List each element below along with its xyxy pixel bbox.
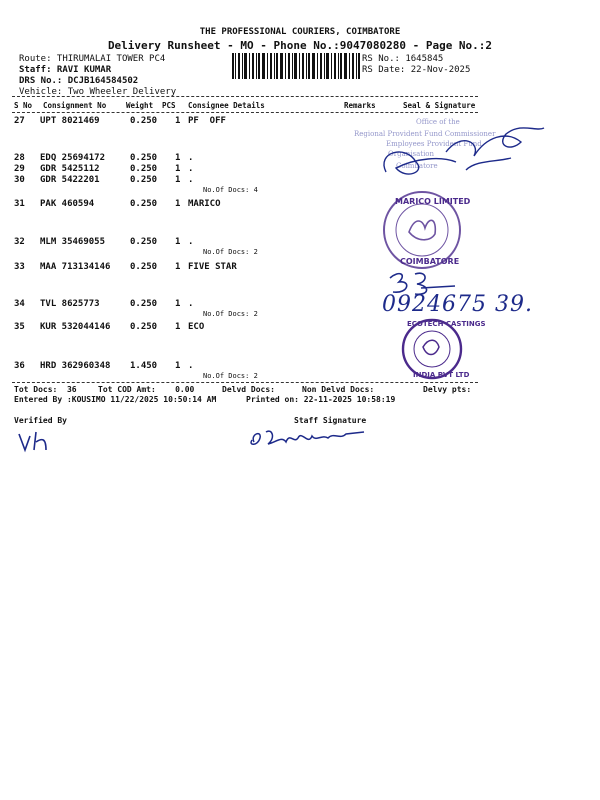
row-details: PF OFF — [188, 116, 226, 126]
row-weight: 0.250 — [130, 164, 158, 174]
printed-on: Printed on: 22-11-2025 10:58:19 — [246, 395, 396, 404]
staff-signature — [248, 424, 368, 452]
svg-text:MARICO LIMITED: MARICO LIMITED — [395, 197, 471, 206]
totals-rule — [12, 382, 478, 383]
row-weight: 0.250 — [130, 237, 158, 247]
row-consignment: PAK 460594 — [40, 199, 95, 209]
row-sno: 29 — [14, 164, 25, 174]
total-docs: Tot Docs: 36 — [14, 385, 77, 394]
row-weight: 0.250 — [130, 153, 158, 163]
row-sno: 30 — [14, 175, 25, 185]
delivered-docs: Delvd Docs: — [222, 385, 275, 394]
row-pcs: 1 — [175, 199, 181, 209]
row-details: . — [188, 299, 194, 309]
row-pcs: 1 — [175, 175, 181, 185]
row-details: . — [188, 361, 194, 371]
svg-text:Office of the: Office of the — [416, 118, 460, 126]
row-pcs: 1 — [175, 262, 181, 272]
row-consignment: KUR 532044146 — [40, 322, 111, 332]
row-sno: 35 — [14, 322, 25, 332]
entered-by: Entered By :KOUSIMO 11/22/2025 10:50:14 AM — [14, 395, 217, 404]
drs-number: DRS No.: DCJB164584502 — [19, 76, 139, 86]
col-weight: Weight — [126, 101, 154, 110]
rs-date: RS Date: 22-Nov-2025 — [362, 65, 471, 75]
verified-by-label: Verified By — [14, 416, 67, 425]
docs-count: No.Of Docs: 2 — [203, 372, 258, 380]
total-cod: Tot COD Amt: 0.00 — [98, 385, 195, 394]
col-remarks: Remarks — [344, 101, 376, 110]
docs-count: No.Of Docs: 2 — [203, 248, 258, 256]
svg-text:ECOTECH CASTINGS: ECOTECH CASTINGS — [407, 320, 486, 328]
verified-signature — [16, 428, 66, 456]
row-consignment: MLM 35469055 — [40, 237, 106, 247]
svg-text:INDIA PVT LTD: INDIA PVT LTD — [413, 371, 470, 379]
company-title: THE PROFESSIONAL COURIERS, COIMBATORE — [199, 27, 401, 37]
staff-label: Staff: RAVI KUMAR — [19, 65, 112, 75]
docs-count: No.Of Docs: 4 — [203, 186, 258, 194]
row-details: ECO — [188, 322, 205, 332]
row-sno: 32 — [14, 237, 25, 247]
row-weight: 0.250 — [130, 116, 158, 126]
docs-count: No.Of Docs: 2 — [203, 310, 258, 318]
non-delivered-docs: Non Delvd Docs: — [302, 385, 375, 394]
row-consignment: GDR 5425112 — [40, 164, 100, 174]
row-consignment: UPT 8021469 — [40, 116, 100, 126]
row-weight: 0.250 — [130, 199, 158, 209]
row-pcs: 1 — [175, 361, 181, 371]
svg-text:COIMBATORE: COIMBATORE — [400, 257, 460, 266]
row-weight: 0.250 — [130, 262, 158, 272]
table-row — [0, 262, 600, 274]
route-label: Route: THIRUMALAI TOWER PC4 — [19, 54, 166, 64]
row-consignment: HRD 362960348 — [40, 361, 111, 371]
row-pcs: 1 — [175, 299, 181, 309]
row-pcs: 1 — [175, 322, 181, 332]
svg-text:Regional Provident Fund Commis: Regional Provident Fund Commissioner — [354, 130, 496, 138]
ecotech-stamp — [385, 317, 486, 379]
row-pcs: 1 — [175, 153, 181, 163]
row-weight: 1.450 — [130, 361, 158, 371]
row-sno: 36 — [14, 361, 25, 371]
row-pcs: 1 — [175, 116, 181, 126]
header-top-rule — [12, 96, 478, 97]
row-consignment: TVL 8625773 — [40, 299, 100, 309]
row-sno: 34 — [14, 299, 25, 309]
table-row — [0, 199, 600, 211]
regional-office-stamp — [346, 112, 556, 192]
row-sno: 27 — [14, 116, 25, 126]
row-details: . — [188, 153, 194, 163]
row-details: FIVE STAR — [188, 262, 237, 272]
svg-text:Organisation: Organisation — [388, 150, 435, 158]
svg-text:Employees Provident Fund: Employees Provident Fund — [386, 140, 482, 148]
col-pcs: PCS — [162, 101, 176, 110]
staff-signature-label: Staff Signature — [294, 416, 367, 425]
row-sno: 28 — [14, 153, 25, 163]
row-details: MARICO — [188, 199, 221, 209]
table-row — [0, 237, 600, 249]
row-pcs: 1 — [175, 237, 181, 247]
col-consignment: Consignment No — [43, 101, 107, 110]
vehicle-label: Vehicle: Two Wheeler Delivery — [19, 87, 177, 97]
row-sno: 31 — [14, 199, 25, 209]
runsheet-subtitle: Delivery Runsheet - MO - Phone No.:9047080280 - Page No.:2 — [107, 39, 493, 52]
col-details: Consignee Details — [188, 101, 265, 110]
marico-stamp — [375, 190, 470, 275]
barcode — [232, 53, 360, 79]
handwritten-phone: 0924675 39. — [382, 292, 533, 317]
row-weight: 0.250 — [130, 299, 158, 309]
col-sno: S No — [14, 101, 33, 110]
row-pcs: 1 — [175, 164, 181, 174]
row-consignment: GDR 5422201 — [40, 175, 100, 185]
row-details: . — [188, 164, 194, 174]
row-sno: 33 — [14, 262, 25, 272]
row-weight: 0.250 — [130, 322, 158, 332]
row-details: . — [188, 237, 194, 247]
svg-text:Coimbatore: Coimbatore — [396, 162, 438, 170]
col-seal: Seal & Signature — [403, 101, 476, 110]
rs-number: RS No.: 1645845 — [362, 54, 444, 64]
table-row — [0, 322, 600, 334]
row-consignment: MAA 713134146 — [40, 262, 111, 272]
row-consignment: EDQ 25694172 — [40, 153, 106, 163]
table-row — [0, 361, 600, 373]
row-details: . — [188, 175, 194, 185]
delivery-points: Delvy pts: — [423, 385, 472, 394]
row-weight: 0.250 — [130, 175, 158, 185]
